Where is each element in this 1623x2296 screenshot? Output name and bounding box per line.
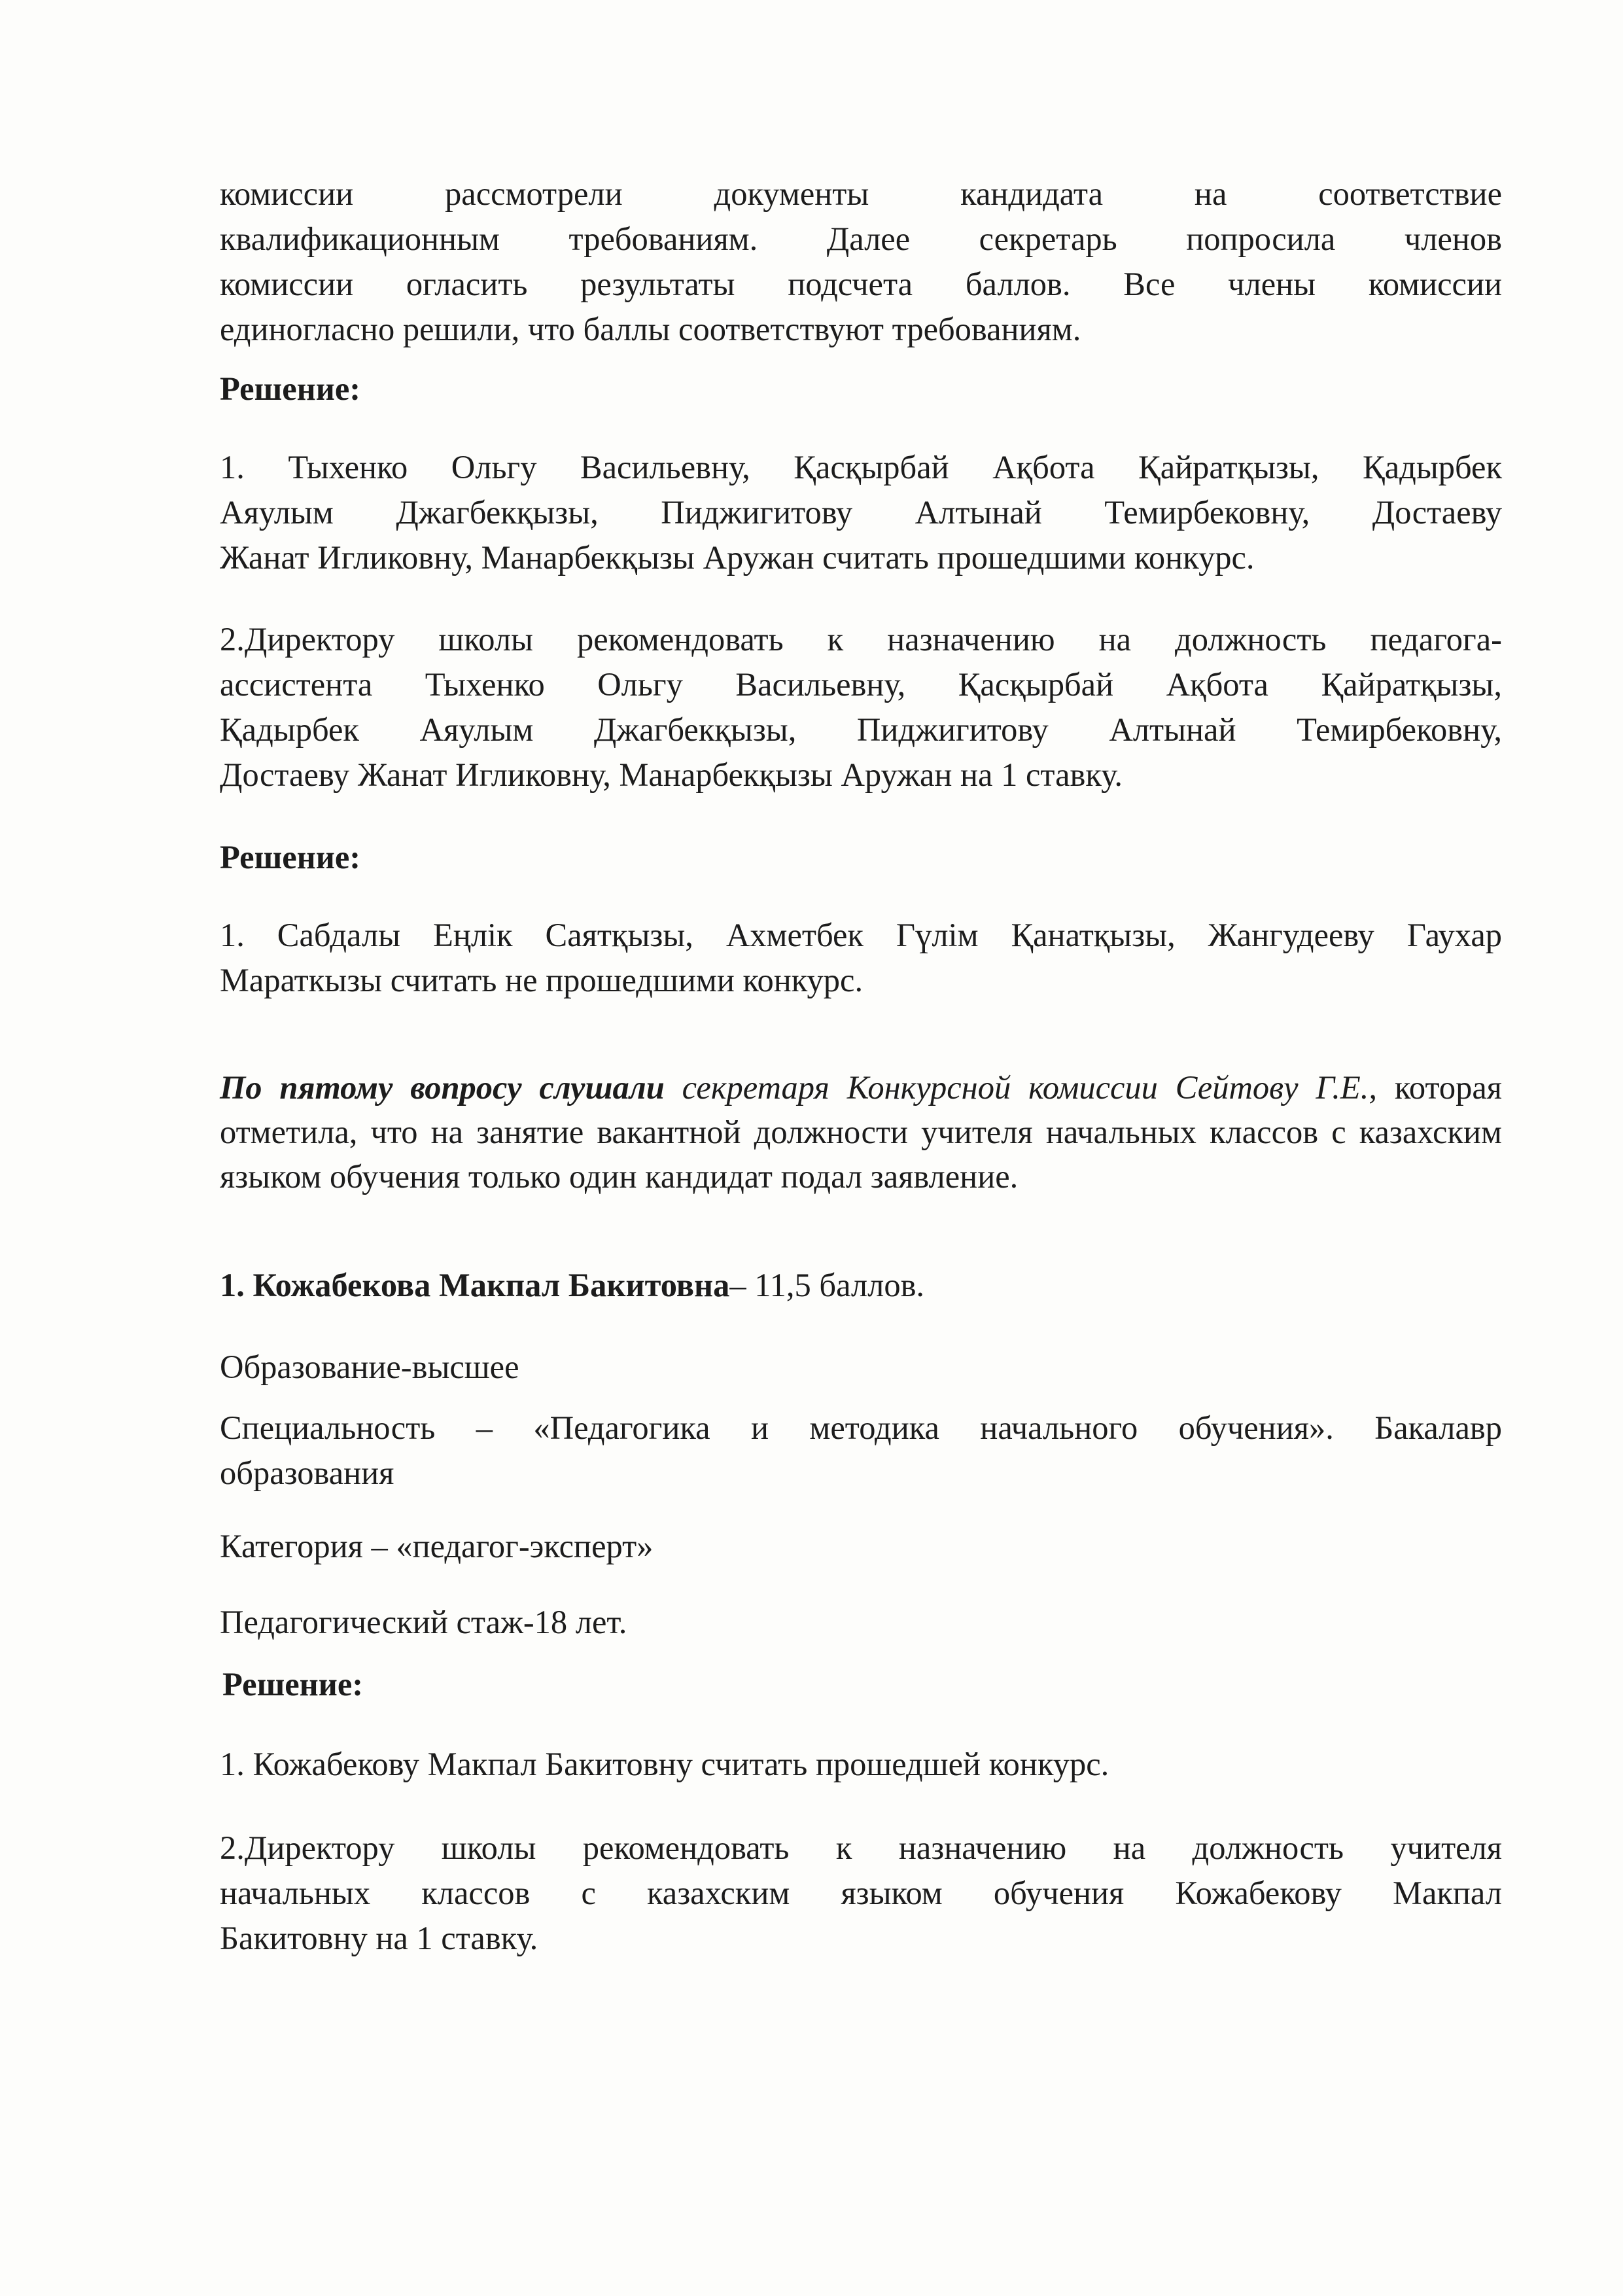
question-speaker: секретаря Конкурсной комиссии Сейтову Г.Е., — [664, 1069, 1378, 1106]
text-line: 1. Тыхенко Ольгу Васильевну, Қасқырбай Ақбота Қайратқызы, Қадырбек — [220, 449, 1502, 486]
text-line: Бакитовну на 1 ставку. — [220, 1920, 538, 1956]
text-line: Аяулым Джагбекқызы, Пиджигитову Алтынай Темирбековну, Достаеву — [220, 494, 1502, 531]
text-line: комиссии огласить результаты подсчета баллов. Все члены комиссии — [220, 266, 1502, 302]
candidate-experience: Педагогический стаж-18 лет. — [220, 1604, 627, 1640]
question-lead: По пятому вопросу слушали — [220, 1069, 665, 1106]
intro-paragraph — [220, 171, 1502, 352]
text-line: 2.Директору школы рекомендовать к назначению на должность учителя — [220, 1829, 1502, 1866]
decision-heading: Решение: — [222, 1666, 364, 1703]
candidate-name: 1. Кожабекова Макпал Бакитовна — [220, 1267, 730, 1303]
text-line: квалификационным требованиям. Далее секретарь попросила членов — [220, 221, 1502, 257]
question-five-paragraph — [220, 1065, 1502, 1199]
decision-item — [220, 1826, 1502, 1961]
text-line: Мараткызы считать не прошедшими конкурс. — [220, 962, 864, 998]
candidate-education: Образование-высшее — [220, 1349, 519, 1385]
candidate-category: Категория – «педагог-эксперт» — [220, 1528, 654, 1564]
decision-item — [220, 913, 1502, 1003]
text-line: комиссии рассмотрели документы кандидата на соответствие — [220, 175, 1502, 212]
text-line: Қадырбек Аяулым Джагбекқызы, Пиджигитову Алтынай Темирбековну, — [220, 711, 1502, 748]
candidate-score: – 11,5 баллов. — [729, 1267, 925, 1303]
text-line: 2.Директору школы рекомендовать к назначению на должность педагога- — [220, 621, 1502, 658]
decision-item — [220, 445, 1502, 580]
candidate-line — [220, 1263, 1502, 1308]
decision-heading: Решение: — [220, 839, 361, 875]
candidate-specialty — [220, 1405, 1502, 1496]
text-line: единогласно решили, что баллы соответствуют требованиям. — [220, 311, 1081, 347]
text-line: Достаеву Жанат Игликовну, Манарбекқызы Аружан на 1 ставку. — [220, 756, 1123, 793]
text-line: начальных классов с казахским языком обучения Кожабекову Макпал — [220, 1875, 1502, 1911]
text-line: ассистента Тыхенко Ольгу Васильевну, Қасқырбай Ақбота Қайратқызы, — [220, 666, 1502, 703]
text-line: Жанат Игликовну, Манарбекқызы Аружан считать прошедшими конкурс. — [220, 539, 1255, 576]
decision-item — [220, 617, 1502, 798]
decision-heading: Решение: — [220, 370, 361, 407]
decision-item: 1. Кожабекову Макпал Бакитовну считать прошедшей конкурс. — [220, 1746, 1109, 1782]
question-body: которая отметила, что на занятие вакантной должности учителя начальных классов с казахским языком обучения только один кандидат подал заявление. — [220, 1069, 1502, 1195]
text-line: 1. Сабдалы Еңлік Саятқызы, Ахметбек Гүлім Қанатқызы, Жангудееву Гаухар — [220, 917, 1502, 953]
text-line: Специальность – «Педагогика и методика начального обучения». Бакалавр — [220, 1409, 1502, 1446]
text-line: образования — [220, 1455, 394, 1491]
